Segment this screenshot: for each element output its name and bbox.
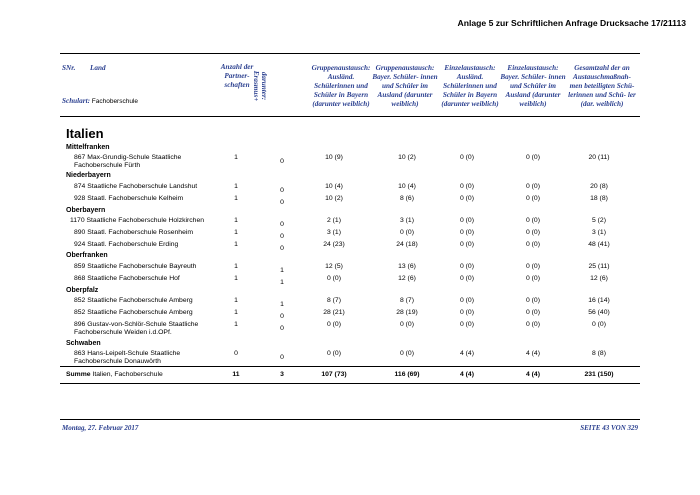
sum-partner-count: 11: [232, 371, 240, 378]
erasmus-count: 0: [280, 325, 284, 332]
col-single-foreign-header: Einzelaustausch: Ausländ. Schülerinnen und Schüler in Bayern (darunter weiblich): [441, 64, 499, 108]
school-name: 874 Staatliche Fachoberschule Landshut: [74, 183, 198, 190]
single-foreign: 0 (0): [460, 217, 474, 224]
single-bavarian: 0 (0): [526, 183, 540, 190]
group-bavarian: 10 (2): [398, 154, 416, 161]
partner-count: 1: [234, 263, 238, 270]
erasmus-count: 1: [280, 267, 284, 274]
single-foreign: 0 (0): [460, 241, 474, 248]
erasmus-count: 1: [280, 301, 284, 308]
erasmus-count: 0: [280, 233, 284, 240]
total: 12 (6): [590, 275, 608, 282]
single-foreign: 0 (0): [460, 297, 474, 304]
footer-rule: [60, 419, 640, 420]
partner-count: 1: [234, 309, 238, 316]
partner-count: 1: [234, 183, 238, 190]
col-group-bavarian-header: Gruppenaustausch: Bayer. Schüler- innen und Schüler im Ausland (darunter weiblich): [372, 64, 438, 108]
sum-group-bavarian: 116 (69): [394, 371, 420, 378]
group-bavarian: 28 (19): [396, 309, 418, 316]
total: 56 (40): [588, 309, 610, 316]
single-bavarian: 0 (0): [526, 241, 540, 248]
single-bavarian: 0 (0): [526, 217, 540, 224]
group-bavarian: 10 (4): [398, 183, 416, 190]
col-total-header: Gesamtzahl der an Austauschmaßnah- men beteiligten Schü- lerinnen und Schü- ler (dar. weiblich): [568, 64, 636, 108]
sum-single-bavarian: 4 (4): [526, 371, 540, 378]
single-bavarian: 0 (0): [526, 195, 540, 202]
total: 48 (41): [588, 241, 610, 248]
partner-count: 1: [234, 275, 238, 282]
school-name: 896 Gustav-von-Schlör-Schule Staatliche Fachoberschule Weiden i.d.OPf.: [74, 321, 199, 336]
region-oberbayern: Oberbayern: [66, 207, 106, 214]
single-bavarian: 0 (0): [526, 154, 540, 161]
single-bavarian: 0 (0): [526, 229, 540, 236]
header-bottom-rule: [60, 116, 640, 117]
footer-page-number: SEITE 43 VON 329: [580, 424, 638, 432]
group-foreign: 3 (1): [327, 229, 341, 236]
group-foreign: 0 (0): [327, 275, 341, 282]
group-bavarian: 0 (0): [400, 350, 414, 357]
school-name: 863 Hans-Leipelt-Schule Staatliche Fachoberschule Donauwörth: [74, 350, 181, 365]
snr-header: SNr.: [62, 64, 76, 72]
school-name: 890 Staatl. Fachoberschule Rosenheim: [74, 229, 194, 236]
total: 0 (0): [592, 321, 606, 328]
single-bavarian: 0 (0): [526, 275, 540, 282]
group-foreign: 10 (2): [325, 195, 343, 202]
total: 3 (1): [592, 229, 606, 236]
group-bavarian: 13 (6): [398, 263, 416, 270]
single-bavarian: 0 (0): [526, 321, 540, 328]
group-bavarian: 0 (0): [400, 321, 414, 328]
table-row: [66, 350, 646, 370]
sum-erasmus-count: 3: [280, 371, 284, 378]
region-oberfranken: Oberfranken: [66, 252, 108, 259]
col-group-foreign-header: Gruppenaustausch: Ausländ. Schülerinnen und Schüler in Bayern (darunter weiblich): [311, 64, 371, 108]
group-bavarian: 0 (0): [400, 229, 414, 236]
single-foreign: 0 (0): [460, 229, 474, 236]
total: 8 (8): [592, 350, 606, 357]
sum-top-rule: [60, 366, 640, 367]
group-foreign: 12 (5): [325, 263, 343, 270]
erasmus-count: 0: [280, 354, 284, 361]
group-bavarian: 24 (18): [396, 241, 418, 248]
single-foreign: 0 (0): [460, 321, 474, 328]
partner-count: 1: [234, 229, 238, 236]
group-foreign: 10 (4): [325, 183, 343, 190]
group-foreign: 28 (21): [323, 309, 345, 316]
total: 16 (14): [588, 297, 610, 304]
schulart-value: Fachoberschule: [91, 98, 139, 105]
footer-date: Montag, 27. Februar 2017: [62, 424, 139, 432]
single-foreign: 0 (0): [460, 154, 474, 161]
single-bavarian: 4 (4): [526, 350, 540, 357]
single-foreign: 0 (0): [460, 263, 474, 270]
sum-row: [66, 371, 646, 391]
region-mittelfranken: Mittelfranken: [66, 144, 110, 151]
region-schwaben: Schwaben: [66, 340, 101, 347]
sum-group-foreign: 107 (73): [321, 371, 347, 378]
sum-label-rest: Italien, Fachoberschule: [92, 371, 163, 378]
erasmus-count: 0: [280, 199, 284, 206]
erasmus-count: 0: [280, 245, 284, 252]
school-name: 1170 Staatliche Fachoberschule Holzkirchen: [70, 217, 204, 224]
total: 5 (2): [592, 217, 606, 224]
erasmus-count: 0: [280, 187, 284, 194]
group-bavarian: 8 (6): [400, 195, 414, 202]
partner-header: Anzahl der Partner- schaften: [220, 63, 254, 89]
group-foreign: 0 (0): [327, 350, 341, 357]
erasmus-count: 0: [280, 158, 284, 165]
erasmus-count: 0: [280, 313, 284, 320]
group-bavarian: 3 (1): [400, 217, 414, 224]
group-bavarian: 8 (7): [400, 297, 414, 304]
single-bavarian: 0 (0): [526, 309, 540, 316]
sum-single-foreign: 4 (4): [460, 371, 474, 378]
sum-label-bold: Summe: [66, 371, 91, 378]
partner-count: 1: [234, 297, 238, 304]
single-foreign: 0 (0): [460, 275, 474, 282]
total: 20 (11): [588, 154, 610, 161]
partner-count: 1: [234, 241, 238, 248]
land-header: Land: [90, 64, 106, 72]
group-foreign: 0 (0): [327, 321, 341, 328]
school-name: 924 Staatl. Fachoberschule Erding: [74, 241, 179, 248]
erasmus-count: 0: [280, 221, 284, 228]
partner-count: 0: [234, 350, 238, 357]
partner-count: 1: [234, 321, 238, 328]
single-bavarian: 0 (0): [526, 263, 540, 270]
single-foreign: 0 (0): [460, 195, 474, 202]
header-top-rule: [60, 53, 640, 54]
partner-count: 1: [234, 195, 238, 202]
region-oberpfalz: Oberpfalz: [66, 287, 99, 294]
single-foreign: 4 (4): [460, 350, 474, 357]
school-name: 852 Staatliche Fachoberschule Amberg: [74, 297, 193, 304]
sum-total: 231 (150): [584, 371, 614, 378]
partner-count: 1: [234, 154, 238, 161]
region-niederbayern: Niederbayern: [66, 172, 111, 179]
sum-bottom-rule: [60, 383, 640, 384]
total: 18 (8): [590, 195, 608, 202]
document-reference: Anlage 5 zur Schriftlichen Anfrage Drucksache 17/21113: [457, 18, 686, 28]
group-foreign: 10 (9): [325, 154, 343, 161]
group-foreign: 8 (7): [327, 297, 341, 304]
group-foreign: 2 (1): [327, 217, 341, 224]
total: 25 (11): [588, 263, 610, 270]
col-single-bavarian-header: Einzelaustausch: Bayer. Schüler- innen und Schüler im Ausland (darunter weiblich): [500, 64, 566, 108]
single-foreign: 0 (0): [460, 183, 474, 190]
school-name: 852 Staatliche Fachoberschule Amberg: [74, 309, 193, 316]
table-row: [66, 195, 646, 215]
table-row: [66, 154, 646, 174]
table-row: [66, 321, 646, 341]
partner-count: 1: [234, 217, 238, 224]
country-title: Italien: [66, 126, 104, 141]
schulart-header: [62, 97, 138, 106]
school-name: 928 Staatl. Fachoberschule Kelheim: [74, 195, 184, 202]
single-foreign: 0 (0): [460, 309, 474, 316]
school-name: 859 Staatliche Fachoberschule Bayreuth: [74, 263, 197, 270]
erasmus-count: 1: [280, 279, 284, 286]
table-row: [66, 241, 646, 261]
school-name: 867 Max-Grundig-Schule Staatliche Fachoberschule Fürth: [74, 154, 182, 169]
school-name: 868 Staatliche Fachoberschule Hof: [74, 275, 180, 282]
total: 20 (8): [590, 183, 608, 190]
erasmus-header: darunter: Erasmus+: [252, 70, 268, 102]
schulart-label: Schulart:: [62, 97, 90, 105]
table-row: [66, 275, 646, 295]
group-bavarian: 12 (6): [398, 275, 416, 282]
single-bavarian: 0 (0): [526, 297, 540, 304]
group-foreign: 24 (23): [323, 241, 345, 248]
